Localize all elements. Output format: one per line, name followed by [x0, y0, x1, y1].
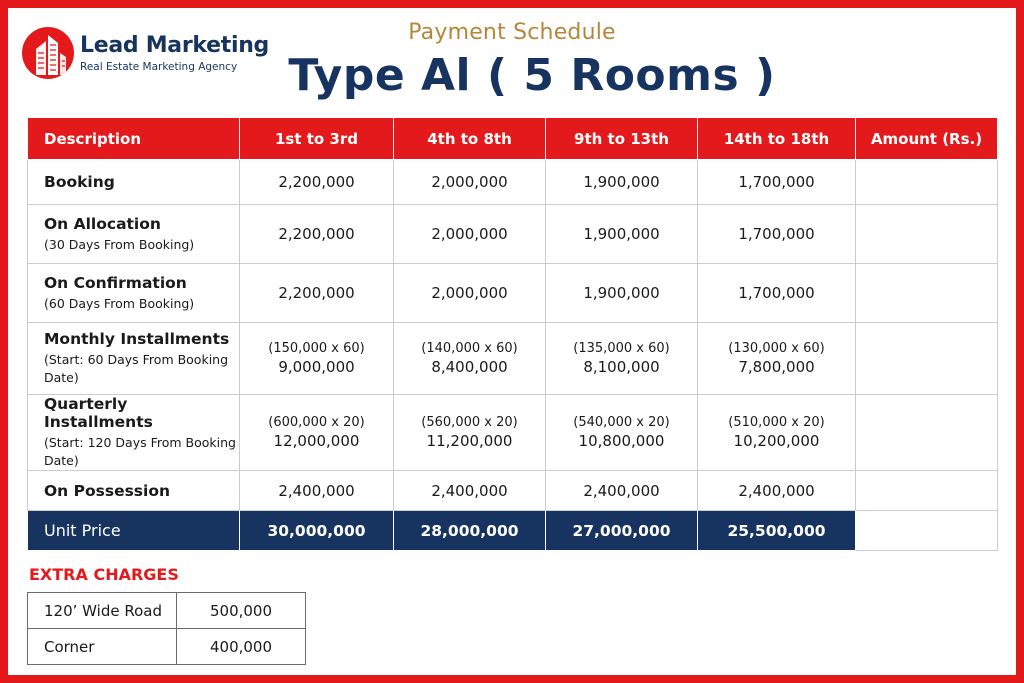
- total-label: Unit Price: [28, 511, 240, 551]
- table-cell: [394, 160, 546, 205]
- table-cell: [394, 205, 546, 264]
- row-label: Quarterly Installments: [44, 395, 153, 431]
- column-header: 1st to 3rd: [240, 118, 394, 160]
- column-header: 9th to 13th: [546, 118, 698, 160]
- column-header: Amount (Rs.): [856, 118, 998, 160]
- table-cell: [546, 160, 698, 205]
- amount-cell: [856, 471, 998, 511]
- cell-amount: 2,000,000: [431, 284, 508, 302]
- table-cell: [394, 395, 546, 471]
- page-subtitle: Payment Schedule: [408, 20, 616, 45]
- row-note: (30 Days From Booking): [44, 236, 195, 252]
- total-value: 30,000,000: [240, 511, 394, 551]
- table-header-row: [28, 118, 998, 160]
- table-cell: [546, 264, 698, 323]
- charge-name: 120’ Wide Road: [28, 593, 177, 629]
- table-cell: [698, 323, 856, 395]
- row-label: On Possession: [44, 481, 171, 500]
- cell-amount: 1,900,000: [583, 173, 660, 191]
- table-row: [28, 471, 998, 511]
- cell-amount: 10,200,000: [733, 432, 820, 450]
- total-value: 28,000,000: [394, 511, 546, 551]
- extra-charges-table: [27, 592, 306, 665]
- table-cell: [394, 323, 546, 395]
- row-label: On Confirmation: [44, 273, 187, 292]
- table-row: [28, 160, 998, 205]
- cell-amount: 2,200,000: [278, 284, 355, 302]
- cell-detail: (150,000 x 60): [268, 341, 365, 356]
- cell-detail: (510,000 x 20): [728, 415, 825, 430]
- table-cell: [394, 471, 546, 511]
- amount-cell: [856, 395, 998, 471]
- table-cell: [240, 471, 394, 511]
- cell-detail: (560,000 x 20): [421, 415, 518, 430]
- table-cell: [240, 264, 394, 323]
- cell-amount: 2,400,000: [431, 481, 508, 500]
- cell-amount: 11,200,000: [426, 432, 513, 450]
- total-value: 27,000,000: [546, 511, 698, 551]
- amount-cell: [856, 511, 998, 551]
- cell-detail: (140,000 x 60): [421, 341, 518, 356]
- table-row: [28, 264, 998, 323]
- table-row: [28, 323, 998, 395]
- cell-amount: 2,200,000: [278, 225, 355, 243]
- cell-amount: 1,900,000: [583, 225, 660, 243]
- row-label: On Allocation: [44, 214, 161, 233]
- cell-detail: (540,000 x 20): [573, 415, 670, 430]
- cell-amount: 2,000,000: [431, 225, 508, 243]
- amount-cell: [856, 205, 998, 264]
- table-cell: [546, 471, 698, 511]
- charge-amount: 500,000: [177, 593, 306, 629]
- table-row: [28, 395, 998, 471]
- brand-name: Lead Marketing: [80, 33, 270, 58]
- cell-detail: (600,000 x 20): [268, 415, 365, 430]
- charge-amount: 400,000: [177, 629, 306, 665]
- row-label: Booking: [44, 173, 115, 191]
- row-description: [28, 264, 240, 323]
- table-cell: [240, 160, 394, 205]
- column-header: Description: [28, 118, 240, 160]
- table-row: [28, 629, 306, 665]
- table-cell: [698, 471, 856, 511]
- table-cell: [240, 395, 394, 471]
- table-cell: [698, 160, 856, 205]
- amount-cell: [856, 160, 998, 205]
- total-row: [28, 511, 998, 551]
- row-label: Monthly Installments: [44, 330, 230, 348]
- cell-amount: 2,400,000: [738, 481, 815, 500]
- total-value: 25,500,000: [698, 511, 856, 551]
- row-description: [28, 160, 240, 205]
- page-title: Type Al ( 5 Rooms ): [288, 50, 776, 101]
- cell-amount: 1,700,000: [738, 173, 815, 191]
- cell-amount: 2,200,000: [278, 173, 355, 191]
- extra-charges-title: EXTRA CHARGES: [29, 565, 179, 584]
- row-note: (Start: 60 Days From Booking Date): [44, 352, 229, 385]
- cell-amount: 2,000,000: [431, 173, 508, 191]
- charge-name: Corner: [28, 629, 177, 665]
- table-cell: [546, 205, 698, 264]
- table-cell: [698, 264, 856, 323]
- payment-schedule-table: [27, 117, 998, 551]
- cell-amount: 12,000,000: [273, 432, 360, 450]
- table-cell: [240, 205, 394, 264]
- table-cell: [394, 264, 546, 323]
- column-header: 4th to 8th: [394, 118, 546, 160]
- table-cell: [698, 205, 856, 264]
- row-description: [28, 471, 240, 511]
- cell-detail: (135,000 x 60): [573, 341, 670, 356]
- cell-amount: 1,900,000: [583, 284, 660, 302]
- table-cell: [546, 395, 698, 471]
- cell-amount: 2,400,000: [278, 481, 355, 500]
- table-cell: [240, 323, 394, 395]
- cell-amount: 1,700,000: [738, 225, 815, 243]
- cell-amount: 10,800,000: [578, 432, 665, 450]
- row-description: [28, 395, 240, 471]
- table-row: [28, 205, 998, 264]
- table-cell: [698, 395, 856, 471]
- table-row: [28, 593, 306, 629]
- row-note: (Start: 120 Days From Booking Date): [44, 435, 236, 468]
- cell-amount: 8,100,000: [583, 358, 660, 376]
- column-header: 14th to 18th: [698, 118, 856, 160]
- cell-amount: 8,400,000: [431, 358, 508, 376]
- cell-detail: (130,000 x 60): [728, 341, 825, 356]
- cell-amount: 7,800,000: [738, 358, 815, 376]
- cell-amount: 1,700,000: [738, 284, 815, 302]
- brand-tagline: Real Estate Marketing Agency: [80, 61, 238, 73]
- cell-amount: 2,400,000: [583, 481, 660, 500]
- amount-cell: [856, 323, 998, 395]
- cell-amount: 9,000,000: [278, 358, 355, 376]
- amount-cell: [856, 264, 998, 323]
- row-note: (60 Days From Booking): [44, 295, 195, 311]
- row-description: [28, 205, 240, 264]
- table-cell: [546, 323, 698, 395]
- row-description: [28, 323, 240, 395]
